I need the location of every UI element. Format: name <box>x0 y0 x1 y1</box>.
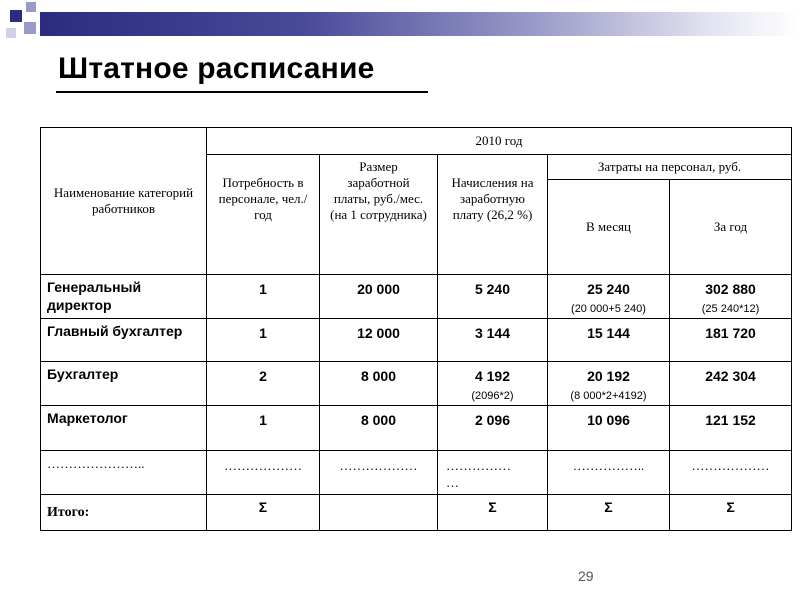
row-accrual: 3 144 <box>438 319 548 362</box>
header-personnel-costs: Затраты на персонал, руб. <box>548 155 792 180</box>
row-name: ………………….. <box>41 451 207 495</box>
row-salary: 12 000 <box>320 319 438 362</box>
header-salary: Размер заработной платы, руб./мес. (на 1 сотрудника) <box>320 155 438 275</box>
row-year: ……………… <box>670 451 792 495</box>
row-salary: 20 000 <box>320 275 438 319</box>
header-category-name: Наименование категорий работников <box>41 128 207 275</box>
header-accrual: Начисления на заработную плату (26,2 %) <box>438 155 548 275</box>
row-month: 10 096 <box>548 406 670 451</box>
table-row <box>41 319 792 362</box>
row-month: 20 192 (8 000*2+4192) <box>548 362 670 406</box>
row-need: ……………… <box>207 451 320 495</box>
total-month: Σ <box>548 495 670 531</box>
row-salary: ……………… <box>320 451 438 495</box>
header-per-year: За год <box>670 180 792 275</box>
header-year: 2010 год <box>207 128 792 155</box>
header-need: Потребность в персонале, чел./год <box>207 155 320 275</box>
header-gradient-band <box>40 12 800 36</box>
row-month: 15 144 <box>548 319 670 362</box>
table-row-ellipsis <box>41 451 792 495</box>
row-year: 242 304 <box>670 362 792 406</box>
total-year: Σ <box>670 495 792 531</box>
row-month: …………….. <box>548 451 670 495</box>
row-accrual: …………… … <box>438 451 548 495</box>
table-row <box>41 406 792 451</box>
row-accrual-note: (2096*2) <box>471 390 514 402</box>
decor-square <box>24 22 36 34</box>
row-month-note: (8 000*2+4192) <box>570 390 647 402</box>
row-year-note: (25 240*12) <box>701 303 760 315</box>
row-year: 302 880 (25 240*12) <box>670 275 792 319</box>
row-name: Главный бухгалтер <box>41 319 207 362</box>
row-need: 1 <box>207 406 320 451</box>
total-need: Σ <box>207 495 320 531</box>
row-salary: 8 000 <box>320 406 438 451</box>
row-need: 1 <box>207 275 320 319</box>
table-row <box>41 275 792 319</box>
title-underline <box>56 91 428 93</box>
decor-square <box>10 10 22 22</box>
staff-schedule-table <box>40 127 792 531</box>
row-need: 1 <box>207 319 320 362</box>
decor-square <box>26 2 36 12</box>
row-name: Генеральный директор <box>41 275 207 319</box>
row-accrual: 4 192 (2096*2) <box>438 362 548 406</box>
header-per-month: В месяц <box>548 180 670 275</box>
decorative-header-bar <box>0 0 800 50</box>
total-accrual: Σ <box>438 495 548 531</box>
slide-title: Штатное расписание <box>58 52 375 85</box>
row-month: 25 240 (20 000+5 240) <box>548 275 670 319</box>
row-year: 181 720 <box>670 319 792 362</box>
row-salary: 8 000 <box>320 362 438 406</box>
total-label: Итого: <box>41 495 207 531</box>
row-name: Бухгалтер <box>41 362 207 406</box>
row-need: 2 <box>207 362 320 406</box>
row-accrual: 2 096 <box>438 406 548 451</box>
decor-square <box>6 28 16 38</box>
page-number: 29 <box>578 568 594 584</box>
table-row-total <box>41 495 792 531</box>
row-year: 121 152 <box>670 406 792 451</box>
table-row <box>41 362 792 406</box>
total-salary <box>320 495 438 531</box>
row-month-note: (20 000+5 240) <box>571 303 646 315</box>
row-name: Маркетолог <box>41 406 207 451</box>
row-accrual: 5 240 <box>438 275 548 319</box>
